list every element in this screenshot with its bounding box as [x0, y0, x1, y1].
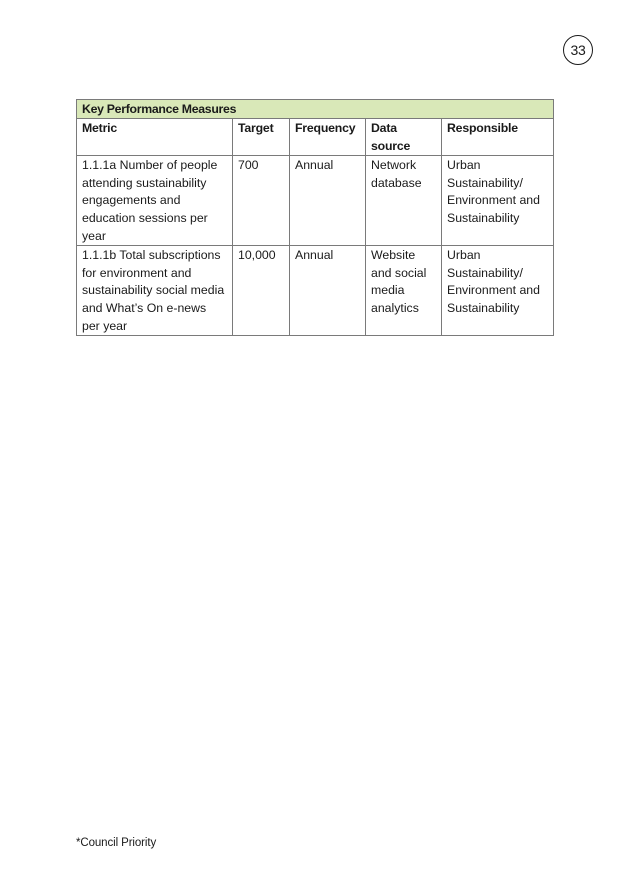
table-row: [77, 156, 554, 246]
header-responsible: Responsible: [442, 119, 554, 156]
key-performance-measures-table: [76, 99, 554, 336]
cell-target: 10,000: [233, 246, 290, 336]
cell-data-source: Website and social media analytics: [366, 246, 442, 336]
header-frequency: Frequency: [290, 119, 366, 156]
cell-target: 700: [233, 156, 290, 246]
cell-metric: 1.1.1a Number of people attending sustainability engagements and education sessions per year: [77, 156, 233, 246]
cell-frequency: Annual: [290, 246, 366, 336]
table-title-row: [77, 100, 554, 119]
cell-responsible: Urban Sustainability/ Environment and Sustainability: [442, 246, 554, 336]
header-target: Target: [233, 119, 290, 156]
table-title: Key Performance Measures: [77, 100, 554, 119]
cell-frequency: Annual: [290, 156, 366, 246]
header-metric: Metric: [77, 119, 233, 156]
cell-responsible: Urban Sustainability/ Environment and Sustainability: [442, 156, 554, 246]
footnote: *Council Priority: [76, 837, 157, 849]
table-header-row: [77, 119, 554, 156]
cell-data-source: Network database: [366, 156, 442, 246]
cell-metric: 1.1.1b Total subscriptions for environment and sustainability social media and What’s On e-news per year: [77, 246, 233, 336]
table-row: [77, 246, 554, 336]
header-data-source: Data source: [366, 119, 442, 156]
page-number: 33: [563, 35, 593, 65]
